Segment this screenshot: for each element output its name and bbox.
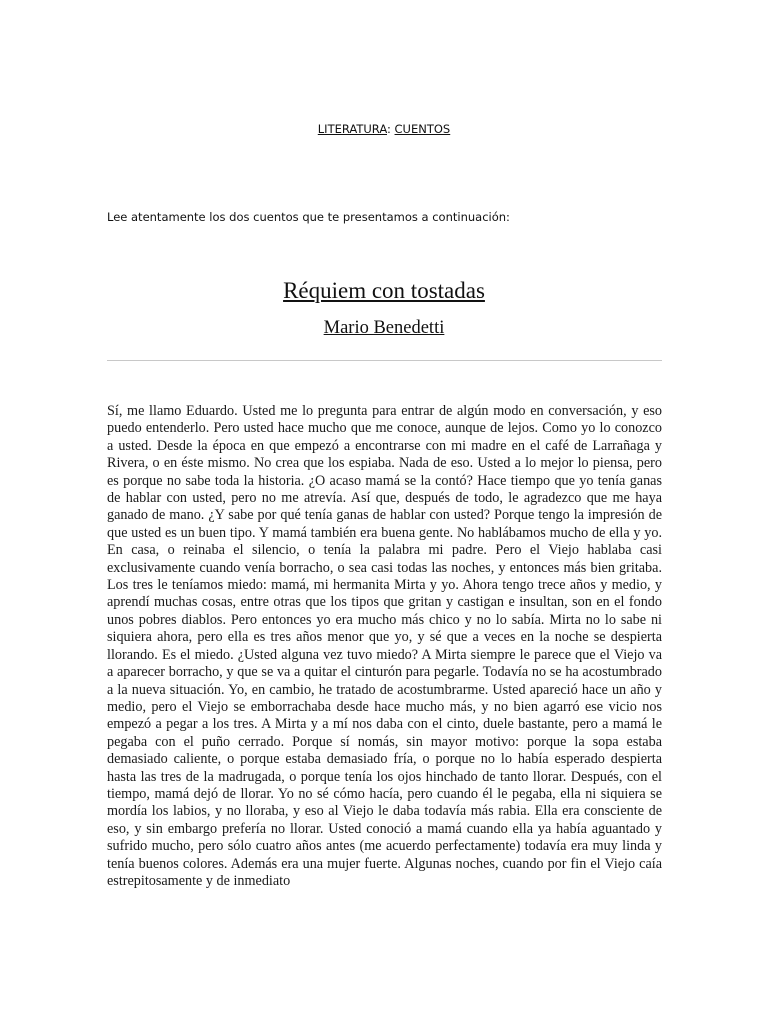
section-header xyxy=(0,122,768,136)
header-separator: : xyxy=(387,122,395,136)
story-author: Mario Benedetti xyxy=(323,318,445,338)
story-body-text: Sí, me llamo Eduardo. Usted me lo pregunta para entrar de algún modo en conversación, y eso puedo entenderlo. Pero usted hace mucho que me conoce, aunque de lejos. Como yo lo conozco a usted. Desde la época en que empezó a encontrarse con mi madre en el café de Larrañaga y Rivera, o en éste mismo. No crea que los espiaba. Nada de eso. Usted a lo mejor lo piensa, pero es porque no sabe toda la historia. ¿O acaso mamá se la contó? Hace tiempo que yo tenía ganas de hablar con usted, pero no me atrevía. Así que, después de todo, le agradezco que me haya ganado de mano. ¿Y sabe por qué tenía ganas de hablar con usted? Porque tengo la impresión de que usted es un buen tipo. Y mamá también era buena gente. No hablábamos mucho de ella y yo. En casa, o reinaba el silencio, o tenía la palabra mi padre. Pero el Viejo hablaba casi exclusivamente cuando venía borracho, o sea casi todas las noches, y entonces más bien gritaba. Los tres le teníamos miedo: mamá, mi hermanita Mirta y yo. Ahora tengo trece años y medio, y aprendí muchas cosas, entre otras que los tipos que gritan y castigan e insultan, son en el fondo unos pobres diablos. Pero entonces yo era mucho más chico y no lo sabía. Mirta no lo sabe ni siquiera ahora, pero ella es tres años menor que yo, y sé que a veces en la noche se despierta llorando. Es el miedo. ¿Usted alguna vez tuvo miedo? A Mirta siempre le parece que el Viejo va a aparecer borracho, y que se va a quitar el cinturón para pegarle. Todavía no se ha acostumbrado a la nueva situación. Yo, en cambio, he tratado de acostumbrarme. Usted apareció hace un año y medio, pero el Viejo se emborrachaba desde hace mucho más, y no bien agarró ese vicio nos empezó a pegar a los tres. A Mirta y a mí nos daba con el cinto, duele bastante, pero a mamá le pegaba con el puño cerrado. Porque sí nomás, sin mayor motivo: porque la sopa estaba demasiado caliente, o porque estaba demasiado fría, o porque no lo había esperado despierta hasta las tres de la madrugada, o porque tenía los ojos hinchado de tanto llorar. Después, con el tiempo, mamá dejó de llorar. Yo no sé cómo hacía, pero cuando él le pegaba, ella ni siquiera se mordía los labios, y no lloraba, y eso al Viejo le daba todavía más rabia. Ella era consciente de eso, y sin embargo prefería no llorar. Usted conoció a mamá cuando ella ya había aguantado y sufrido mucho, pero sólo cuatro años antes (me acuerdo perfectamente) todavía era muy linda y tenía buenos colores. Además era una mujer fuerte. Algunas noches, cuando por fin el Viejo caía estrepitosamente y de inmediato xyxy=(107,403,662,889)
instruction-text: Lee atentamente los dos cuentos que te presentamos a continuación: xyxy=(107,210,510,224)
horizontal-divider xyxy=(107,360,662,361)
header-cuentos: CUENTOS xyxy=(394,122,451,136)
header-literatura: LITERATURA xyxy=(317,122,387,136)
story-title: Réquiem con tostadas xyxy=(283,278,485,303)
